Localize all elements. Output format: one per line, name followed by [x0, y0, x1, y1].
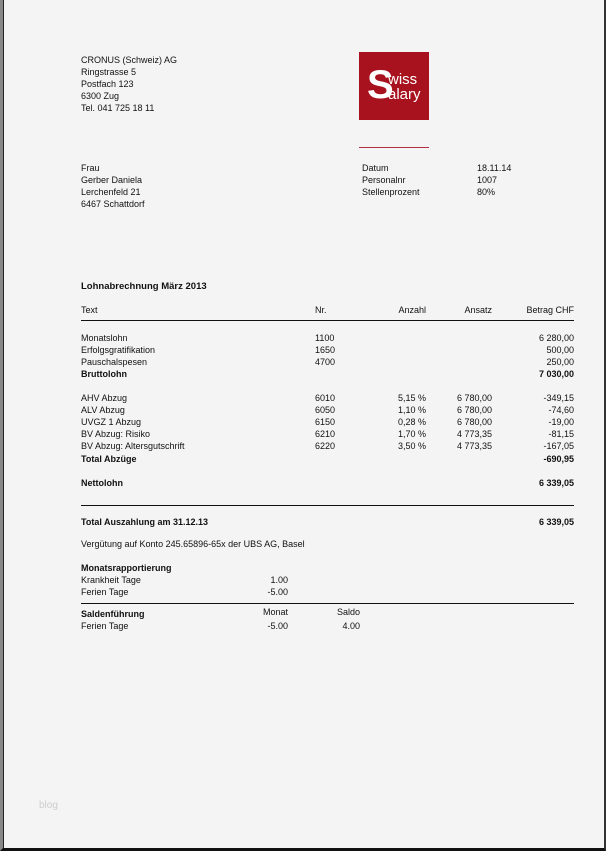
netto-rule	[81, 505, 574, 506]
cell-text: ALV Abzug	[81, 405, 125, 415]
monatsrapport-title: Monatsrapportierung	[81, 563, 172, 573]
recipient-city: 6467 Schattdorf	[81, 199, 145, 209]
cell-betrag: -74,60	[548, 405, 574, 415]
recipient-address	[81, 162, 145, 210]
meta-values	[477, 162, 511, 198]
cell-text: Monatslohn	[81, 333, 128, 343]
meta-label-datum: Datum	[362, 163, 389, 173]
swisssalary-logo	[359, 52, 429, 120]
salden-saldo-0: 4.00	[342, 621, 360, 631]
cell-nr: 6010	[315, 393, 336, 403]
cell-text: Erfolgsgratifikation	[81, 345, 156, 355]
salden-col-monat: Monat	[262, 607, 288, 617]
monatsrapport-label-1: Ferien Tage	[81, 587, 129, 597]
cell-betrag: -167,05	[543, 441, 574, 451]
table-row	[81, 344, 574, 356]
cell-ansatz: 4 773,35	[456, 441, 492, 451]
cell-anzahl: 3,50 %	[397, 441, 426, 451]
auszahlung-label: Total Auszahlung am 31.12.13	[81, 517, 209, 527]
cell-nr: 1650	[315, 345, 336, 355]
header-rule	[81, 320, 574, 321]
brutto-value: 7 030,00	[538, 369, 574, 379]
cell-ansatz: 6 780,00	[456, 405, 492, 415]
meta-label-stellenprozent: Stellenprozent	[362, 187, 420, 197]
salden-col-saldo: Saldo	[336, 607, 360, 617]
table-row	[81, 416, 574, 428]
cell-betrag: -81,15	[548, 429, 574, 439]
cell-betrag: 6 280,00	[538, 333, 574, 343]
table-row	[81, 356, 574, 368]
recipient-name: Gerber Daniela	[81, 175, 143, 185]
total-abzuege-value: -690,95	[543, 454, 574, 464]
meta-labels	[362, 162, 420, 198]
cell-nr: 6210	[315, 429, 336, 439]
total-abzuege-row	[81, 453, 574, 465]
logo-divider	[359, 147, 429, 148]
cell-nr: 6220	[315, 441, 336, 451]
recipient-street: Lerchenfeld 21	[81, 187, 141, 197]
header-ansatz: Ansatz	[464, 305, 492, 315]
logo-text-2: alary	[388, 86, 421, 103]
cell-nr: 6150	[315, 417, 336, 427]
company-address	[81, 54, 177, 114]
meta-value-personalnr: 1007	[477, 175, 498, 185]
cell-ansatz: 6 780,00	[456, 393, 492, 403]
header-betrag: Betrag CHF	[526, 305, 574, 315]
cell-nr: 6050	[315, 405, 336, 415]
monatsrapport-value-1: -5.00	[267, 587, 288, 597]
table-row	[81, 428, 574, 440]
salden-title: Saldenführung	[81, 609, 145, 619]
auszahlung-value: 6 339,05	[538, 517, 574, 527]
total-abzuege-label: Total Abzüge	[81, 454, 137, 464]
company-pobox: Postfach 123	[81, 79, 134, 89]
cell-text: UVGZ 1 Abzug	[81, 417, 142, 427]
header-text: Text	[81, 305, 98, 315]
recipient-salutation: Frau	[81, 163, 100, 173]
cell-anzahl: 5,15 %	[397, 393, 426, 403]
salden-rule	[81, 603, 574, 604]
logo-s: S	[367, 63, 394, 107]
monatsrapport-value-0: 1.00	[270, 575, 288, 585]
company-name: CRONUS (Schweiz) AG	[81, 55, 178, 65]
monatsrapport-label-0: Krankheit Tage	[81, 575, 141, 585]
table-header	[81, 304, 574, 316]
cell-ansatz: 6 780,00	[456, 417, 492, 427]
company-phone: Tel. 041 725 18 11	[81, 103, 155, 113]
cell-anzahl: 1,70 %	[397, 429, 426, 439]
salden-label-0: Ferien Tage	[81, 621, 129, 631]
cell-betrag: -349,15	[543, 393, 574, 403]
table-row	[81, 440, 574, 452]
meta-value-datum: 18.11.14	[477, 163, 512, 173]
salden-monat-0: -5.00	[267, 621, 288, 631]
cell-text: AHV Abzug	[81, 393, 128, 403]
cell-text: BV Abzug: Risiko	[81, 429, 151, 439]
cell-betrag: 500,00	[546, 345, 574, 355]
meta-value-stellenprozent: 80%	[477, 187, 496, 197]
table-row	[81, 404, 574, 416]
cell-nr: 4700	[315, 357, 336, 367]
header-anzahl: Anzahl	[398, 305, 426, 315]
cell-nr: 1100	[315, 333, 335, 343]
netto-row	[81, 477, 574, 489]
netto-label: Nettolohn	[81, 478, 123, 488]
cell-anzahl: 1,10 %	[397, 405, 426, 415]
cell-anzahl: 0,28 %	[397, 417, 426, 427]
cell-betrag: -19,00	[548, 417, 574, 427]
cell-text: BV Abzug: Altersgutschrift	[81, 441, 185, 451]
document-title: Lohnabrechnung März 2013	[81, 281, 207, 292]
cell-betrag: 250,00	[546, 357, 574, 367]
meta-label-personalnr: Personalnr	[362, 175, 406, 185]
table-row	[81, 332, 574, 344]
brutto-row	[81, 368, 574, 380]
auszahlung-row	[81, 516, 574, 528]
header-nr: Nr.	[315, 305, 327, 315]
watermark-text: blog	[39, 800, 58, 811]
brutto-label: Bruttolohn	[81, 369, 127, 379]
cell-ansatz: 4 773,35	[456, 429, 492, 439]
cell-text: Pauschalspesen	[81, 357, 148, 367]
table-row	[81, 392, 574, 404]
company-street: Ringstrasse 5	[81, 67, 137, 77]
logo-text-1: wiss	[388, 71, 418, 88]
verguetung-text: Vergütung auf Konto 245.65896-65x der UBS AG, Basel	[81, 539, 305, 549]
netto-value: 6 339,05	[538, 478, 574, 488]
company-city: 6300 Zug	[81, 91, 120, 101]
